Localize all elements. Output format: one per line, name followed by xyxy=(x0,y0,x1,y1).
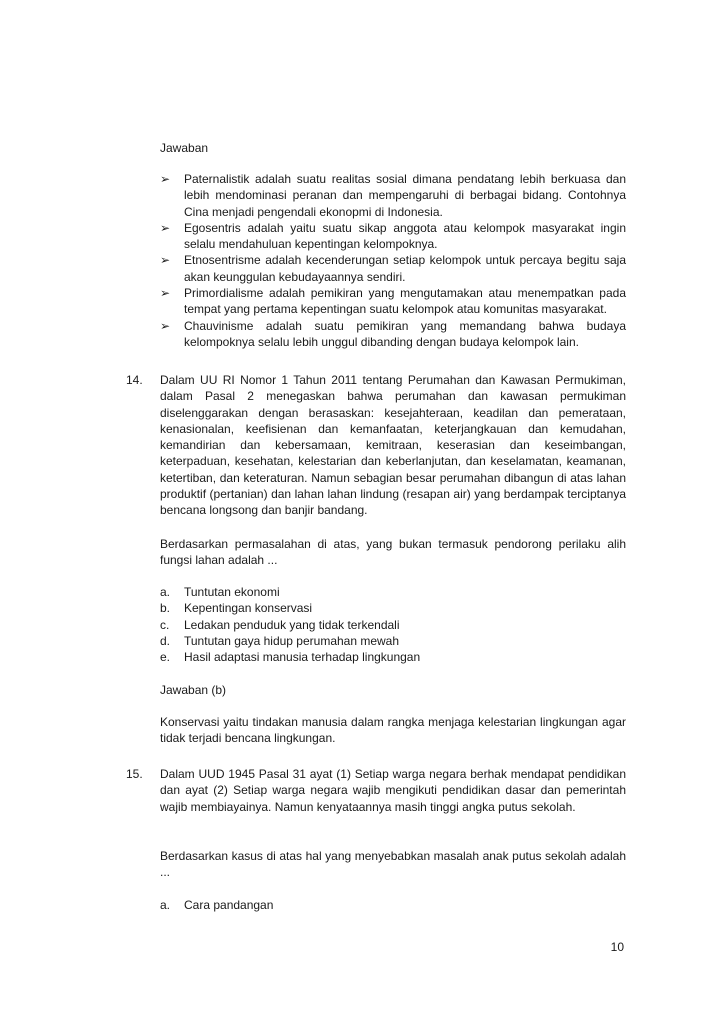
option-item xyxy=(160,617,626,633)
option-list xyxy=(160,897,626,913)
option-text: Ledakan penduduk yang tidak terkendali xyxy=(184,617,400,632)
arrow-bullet-icon: ➢ xyxy=(160,286,171,301)
bullet-item xyxy=(160,252,626,285)
option-letter: e. xyxy=(160,650,171,665)
answer-label: Jawaban xyxy=(160,141,209,155)
option-letter: b. xyxy=(160,601,171,616)
bullet-text: Primordialisme adalah pemikiran yang mengutamakan atau menempatkan pada tempat yang pertama kepentingan suatu kelompok atau komunitas masyarakat. xyxy=(184,286,626,317)
bullet-item xyxy=(160,285,626,318)
option-text: Hasil adaptasi manusia terhadap lingkungan xyxy=(184,650,421,665)
option-item xyxy=(160,649,626,665)
question-15 xyxy=(126,766,626,815)
option-text: Kepentingan konservasi xyxy=(184,601,313,616)
question-prompt: Berdasarkan kasus di atas hal yang menyebabkan masalah anak putus sekolah adalah ... xyxy=(160,849,626,880)
question-text: Dalam UU RI Nomor 1 Tahun 2011 tentang Perumahan dan Kawasan Permukiman, dalam Pasal 2 menegaskan bahwa perumahan dan kawasan permukiman diselenggarakan dengan berasaskan: kesejahteraan, keadilan dan pemerataan, kenasionalan, keefisienan dan kemanfaatan, keterjangkauan dan kemudahan, kemandirian dan kebersamaan, kemitraan, keserasian dan keseimbangan, keterpaduan, kesehatan, kelestarian dan keberlanjutan, dan keselamatan, keamanan, ketertiban, dan keteraturan. Namun sebagian besar perumahan dibangun di atas lahan produktif (pertanian) dan lahan lahan lindung (resapan air) yang berdampak terciptanya bencana longsong dan banjir bandang. xyxy=(160,373,626,518)
answer-explanation: Konservasi yaitu tindakan manusia dalam rangka menjaga kelestarian lingkungan agar tidak terjadi bencana lingkungan. xyxy=(160,715,626,746)
option-item xyxy=(160,633,626,649)
option-letter: a. xyxy=(160,898,171,912)
arrow-bullet-icon: ➢ xyxy=(160,253,171,268)
answer-key: Jawaban (b) xyxy=(160,683,227,697)
option-item xyxy=(160,600,626,616)
arrow-bullet-icon: ➢ xyxy=(160,172,171,186)
question-14 xyxy=(126,372,626,519)
option-item xyxy=(160,897,626,913)
page-number: 10 xyxy=(610,940,624,954)
question-prompt: Berdasarkan permasalahan di atas, yang bukan termasuk pendorong perilaku alih fungsi lahan adalah ... xyxy=(160,537,626,568)
arrow-bullet-icon: ➢ xyxy=(160,318,171,333)
option-text: Cara pandangan xyxy=(184,898,274,912)
bullet-text: Etnosentrisme adalah kecenderungan setiap kelompok untuk percaya begitu saja akan keunggulan kebudayaannya sendiri. xyxy=(184,253,626,284)
answer-bullet-list xyxy=(160,171,626,350)
bullet-text: Chauvinisme adalah suatu pemikiran yang memandang bahwa budaya kelompoknya selalu lebih unggul dibanding dengan budaya kelompok lain. xyxy=(184,318,626,349)
arrow-bullet-icon: ➢ xyxy=(160,220,171,235)
option-text: Tuntutan gaya hidup perumahan mewah xyxy=(184,633,400,648)
option-letter: c. xyxy=(160,617,170,632)
question-number: 15. xyxy=(126,767,143,781)
option-text: Tuntutan ekonomi xyxy=(184,585,280,599)
option-list xyxy=(160,584,626,665)
bullet-item xyxy=(160,220,626,253)
option-letter: a. xyxy=(160,585,171,599)
bullet-item xyxy=(160,171,626,220)
option-letter: d. xyxy=(160,633,171,648)
bullet-text: Paternalistik adalah suatu realitas sosial dimana pendatang lebih berkuasa dan lebih mendominasi peranan dan mempengaruhi di berbagai bidang. Contohnya Cina menjadi pengendali ekonopmi di Indonesia. xyxy=(184,172,626,219)
question-number: 14. xyxy=(126,373,143,387)
option-item xyxy=(160,584,626,600)
bullet-text: Egosentris adalah yaitu suatu sikap anggota atau kelompok masyarakat ingin selalu mendahuluan kepentingan kelompoknya. xyxy=(184,220,626,252)
bullet-item xyxy=(160,318,626,351)
question-text: Dalam UUD 1945 Pasal 31 ayat (1) Setiap warga negara berhak mendapat pendidikan dan ayat (2) Setiap warga negara wajib mengikuti pendidikan dasar dan pemerintah wajib membiayainya. Namun kenyataannya masih tinggi angka putus sekolah. xyxy=(160,767,626,814)
